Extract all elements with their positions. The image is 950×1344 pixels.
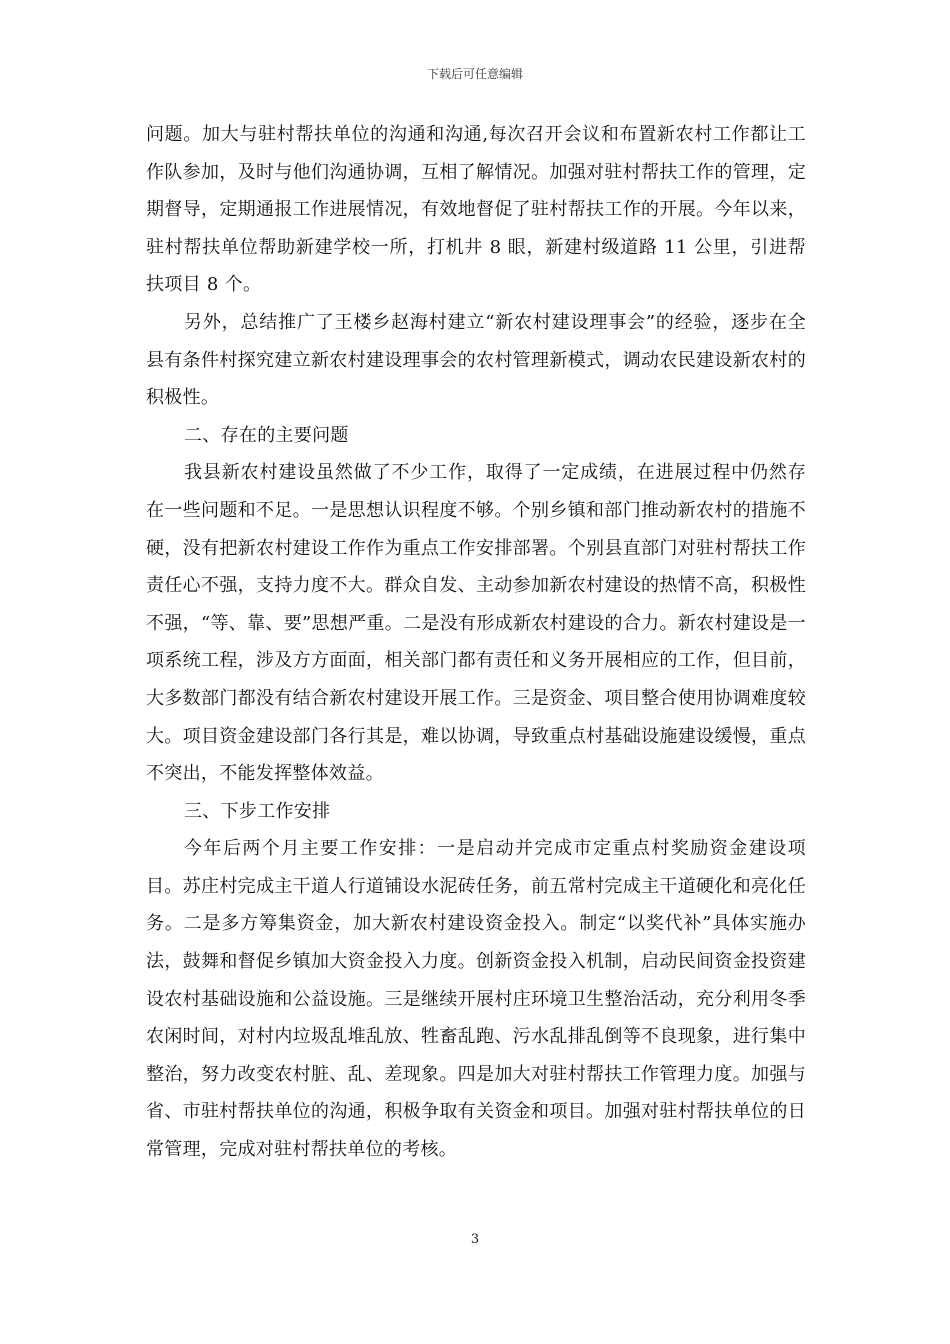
section-heading-problems: 二、存在的主要问题 <box>184 424 349 446</box>
paragraph-next-steps: 今年后两个月主要工作安排：一是启动并完成市定重点村奖励资金建设项目。苏庄村完成主干道人行道铺设水泥砖任务，前五常村完成主干道硬化和亮化任务。二是多方筹集资金，加大新农村建设资金投入。制定“以奖代补”具体实施办法，鼓舞和督促乡镇加大资金投入力度。创新资金投入机制，启动民间资金投资建设农村基础设施和公益设施。三是继续开展村庄环境卫生整治活动，充分利用冬季农闲时间，对村内垃圾乱堆乱放、牲畜乱跑、污水乱排乱倒等不良现象，进行集中整治，努力改变农村脏、乱、差现象。四是加大对驻村帮扶工作管理力度。加强与省、市驻村帮扶单位的沟通，积极争取有关资金和项目。加强对驻村帮扶单位的日常管理，完成对驻村帮扶单位的考核。 <box>146 838 806 1161</box>
paragraph-problems: 我县新农村建设虽然做了不少工作，取得了一定成绩，在进展过程中仍然存在一些问题和不足。一是思想认识程度不够。个别乡镇和部门推动新农村的措施不硬，没有把新农村建设工作作为重点工作安排部署。个别县直部门对驻村帮扶工作责任心不强，支持力度不大。群众自发、主动参加新农村建设的热情不高，积极性不强，“等、靠、要”思想严重。二是没有形成新农村建设的合力。新农村建设是一项系统工程，涉及方方面面，相关部门都有责任和义务开展相应的工作，但目前，大多数部门都没有结合新农村建设开展工作。三是资金、项目整合使用协调难度较大。项目资金建设部门各行其是，难以协调，导致重点村基础设施建设缓慢，重点不突出，不能发挥整体效益。 <box>146 462 806 785</box>
section-heading-next-steps: 三、下步工作安排 <box>184 800 331 822</box>
paragraph-continued: 问题。加大与驻村帮扶单位的沟通和沟通,每次召开会议和布置新农村工作都让工作队参加，及时与他们沟通协调，互相了解情况。加强对驻村帮扶工作的管理，定期督导，定期通报工作进展情况，有效地督促了驻村帮扶工作的开展。今年以来，驻村帮扶单位帮助新建学校一所，打机井 8 眼，新建村级道路 11 公里，引进帮扶项目 8 个。 <box>146 124 806 296</box>
paragraph-summary: 另外，总结推广了王楼乡赵海村建立“新农村建设理事会”的经验，逐步在全县有条件村探究建立新农村建设理事会的农村管理新模式，调动农民建设新农村的积极性。 <box>146 311 806 409</box>
page-number: 3 <box>470 1232 480 1247</box>
document-body <box>146 116 806 1169</box>
page-header-note: 下载后可任意编辑 <box>426 67 523 81</box>
